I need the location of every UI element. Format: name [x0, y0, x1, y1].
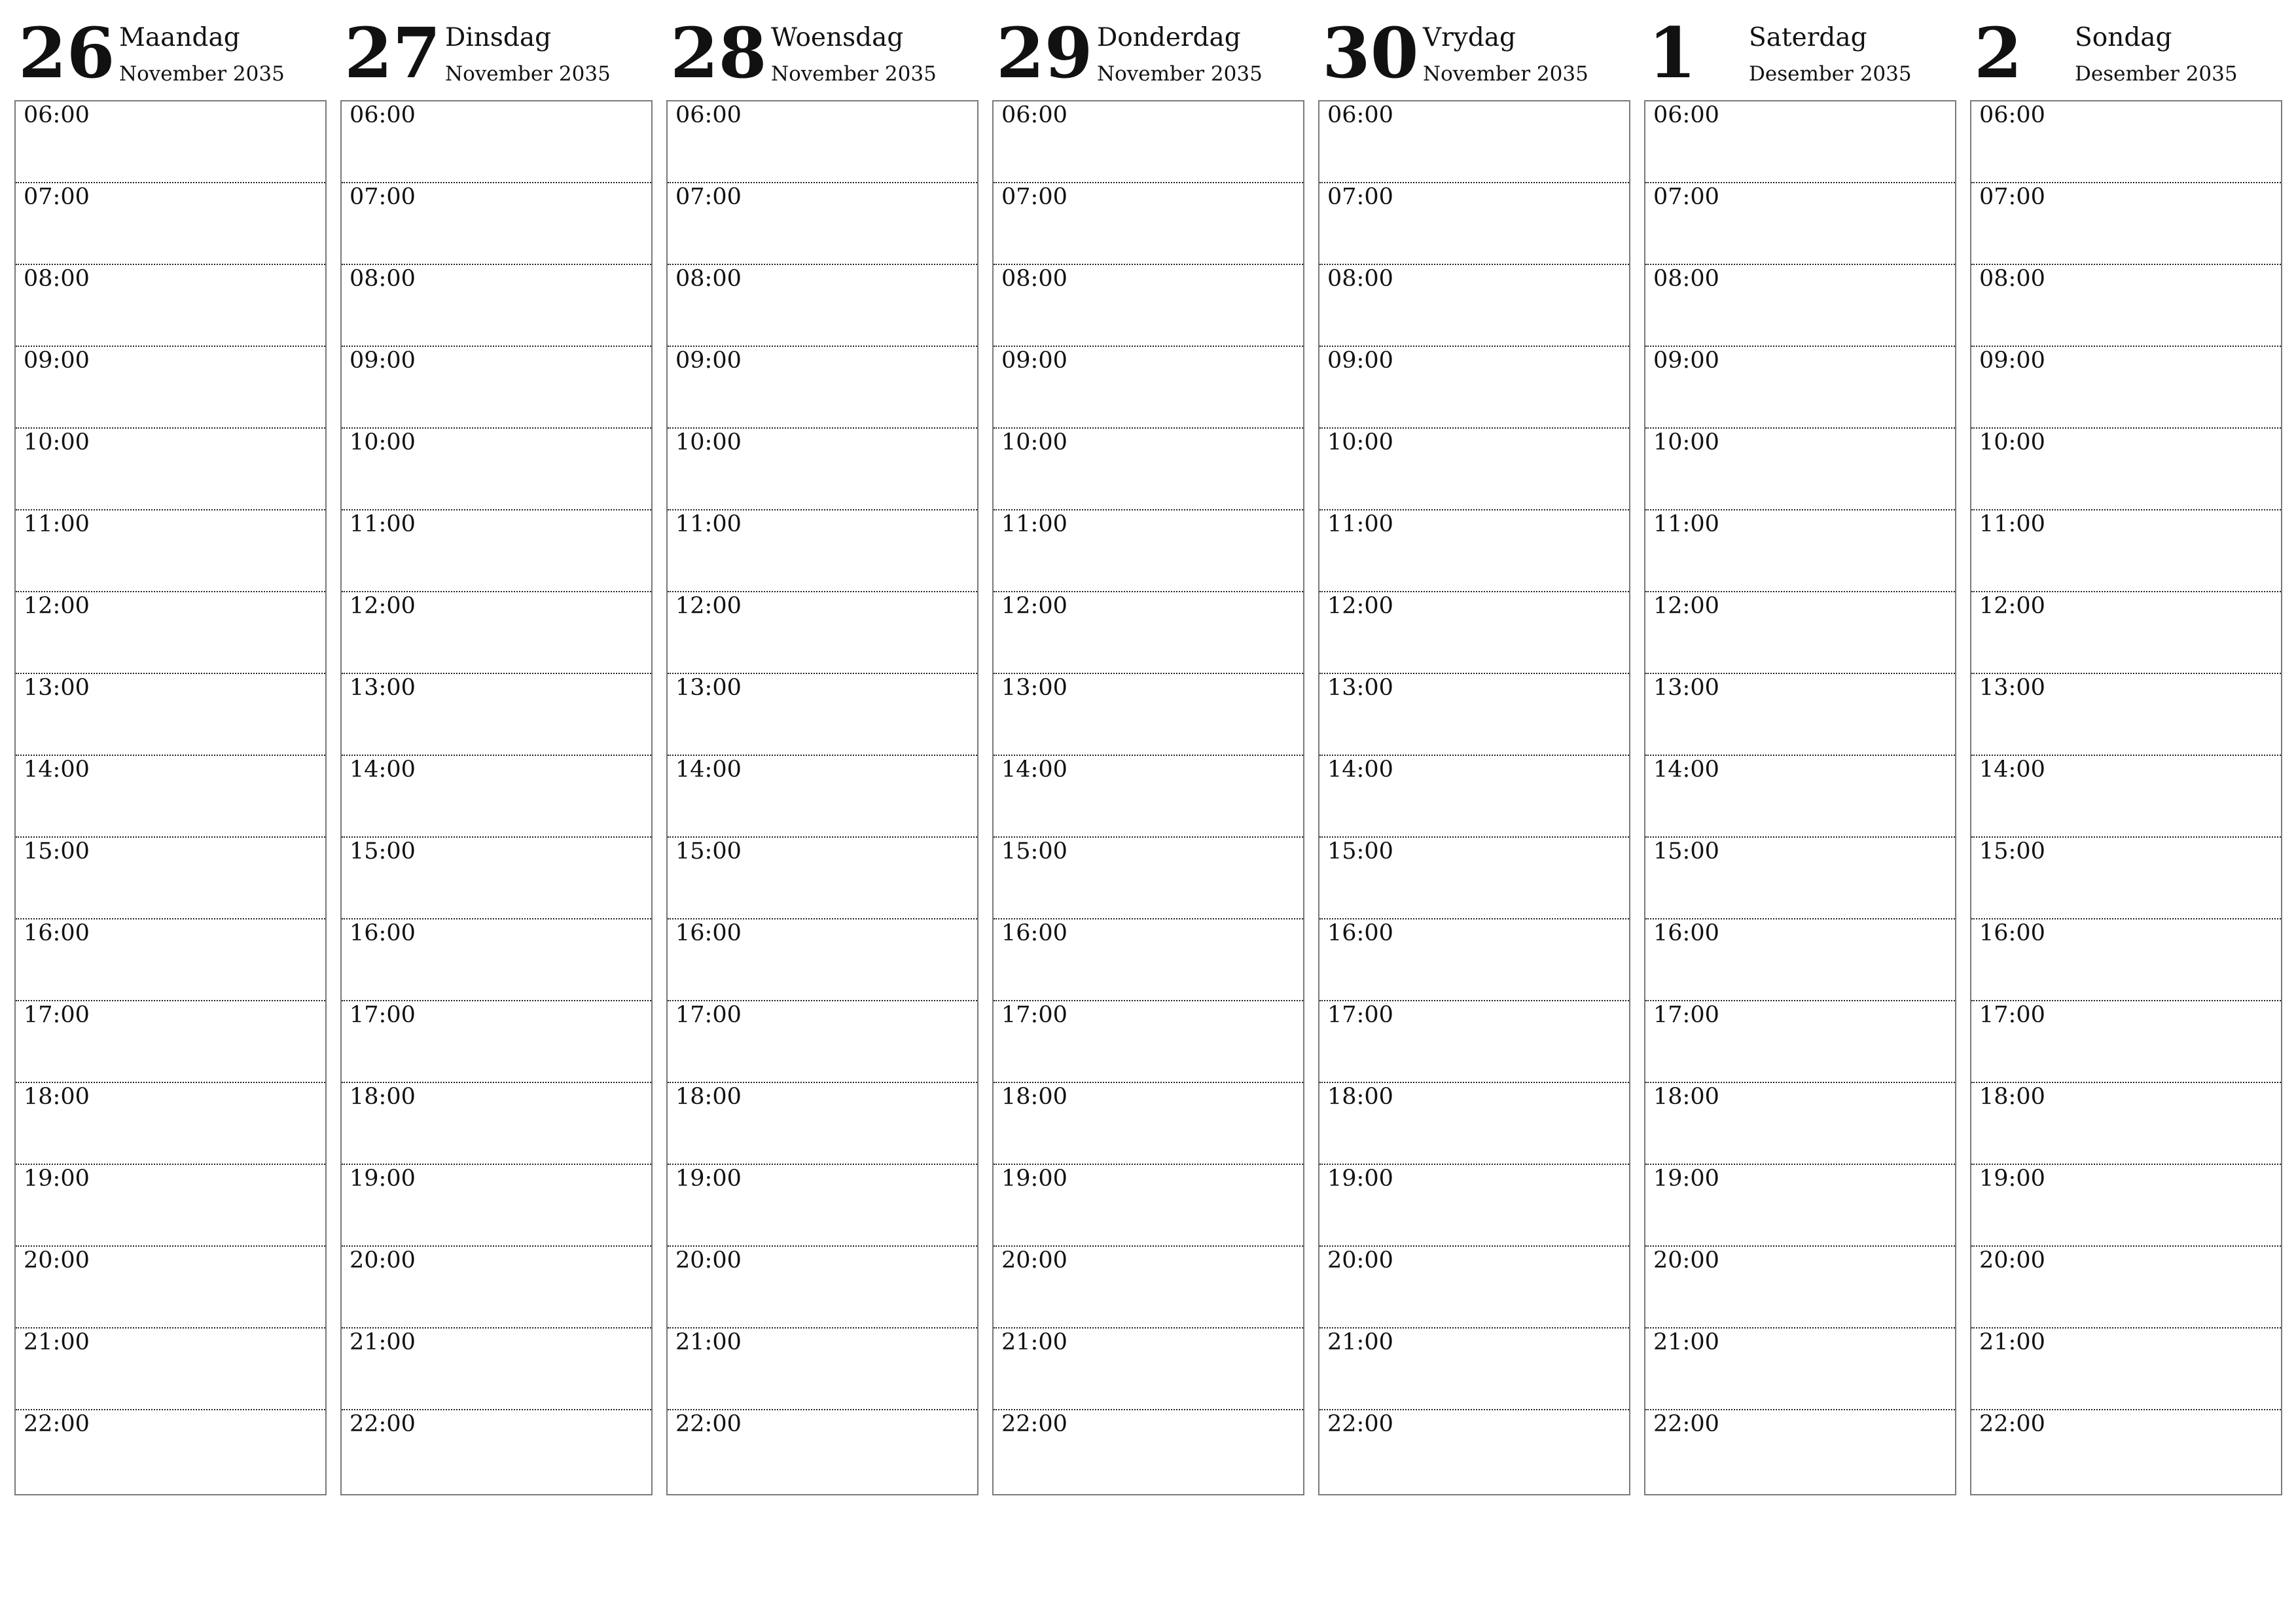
day-name: Donderdag	[1097, 23, 1241, 52]
time-slot[interactable]	[1319, 1165, 1629, 1247]
time-label: 06:00	[1001, 102, 1067, 128]
day-column	[1318, 0, 1630, 1437]
time-label: 07:00	[1001, 184, 1067, 210]
time-label: 17:00	[675, 1002, 742, 1028]
day-column	[14, 0, 327, 1437]
time-slot[interactable]	[994, 1410, 1303, 1492]
time-label: 10:00	[1327, 429, 1393, 455]
time-slot[interactable]	[994, 674, 1303, 756]
day-header	[340, 0, 653, 100]
time-slot[interactable]	[668, 1247, 977, 1329]
time-slot[interactable]	[342, 1001, 651, 1083]
day-column	[1970, 0, 2282, 1437]
time-label: 18:00	[350, 1084, 416, 1110]
day-column	[340, 0, 653, 1437]
time-slot-box	[1970, 100, 2282, 1495]
time-slot[interactable]	[1645, 919, 1955, 1001]
day-name: Sondag	[2075, 23, 2172, 52]
time-slot[interactable]	[1645, 674, 1955, 756]
time-slot[interactable]	[1971, 756, 2281, 838]
time-label: 15:00	[1653, 838, 1719, 865]
time-slot[interactable]	[994, 1083, 1303, 1165]
time-label: 19:00	[675, 1166, 742, 1192]
time-label: 21:00	[1979, 1329, 2045, 1355]
time-slot[interactable]	[1319, 429, 1629, 510]
month-year: November 2035	[445, 62, 611, 86]
time-label: 18:00	[1979, 1084, 2045, 1110]
time-slot[interactable]	[342, 592, 651, 674]
time-slot[interactable]	[1645, 1329, 1955, 1410]
time-label: 21:00	[1653, 1329, 1719, 1355]
time-slot[interactable]	[1971, 347, 2281, 429]
time-label: 13:00	[1327, 675, 1393, 701]
time-slot[interactable]	[342, 347, 651, 429]
time-label: 16:00	[675, 920, 742, 946]
time-label: 17:00	[1327, 1002, 1393, 1028]
time-slot[interactable]	[1645, 510, 1955, 592]
time-slot[interactable]	[1645, 101, 1955, 183]
day-number: 2	[1974, 12, 2022, 94]
time-slot[interactable]	[1319, 1247, 1629, 1329]
time-label: 11:00	[1979, 511, 2045, 537]
time-slot-box	[666, 100, 978, 1495]
time-slot[interactable]	[342, 1083, 651, 1165]
time-slot[interactable]	[668, 674, 977, 756]
time-label: 16:00	[350, 920, 416, 946]
time-slot[interactable]	[1971, 674, 2281, 756]
time-slot[interactable]	[1971, 265, 2281, 347]
time-slot-box	[1318, 100, 1630, 1495]
time-label: 08:00	[1979, 266, 2045, 292]
time-slot[interactable]	[1971, 183, 2281, 265]
time-label: 10:00	[675, 429, 742, 455]
time-label: 15:00	[1327, 838, 1393, 865]
time-label: 07:00	[350, 184, 416, 210]
time-slot[interactable]	[342, 1165, 651, 1247]
time-slot[interactable]	[994, 429, 1303, 510]
time-label: 09:00	[1979, 348, 2045, 374]
time-slot[interactable]	[668, 592, 977, 674]
time-label: 07:00	[675, 184, 742, 210]
time-slot[interactable]	[1971, 592, 2281, 674]
time-slot-box	[1644, 100, 1956, 1495]
time-label: 06:00	[675, 102, 742, 128]
time-slot[interactable]	[16, 101, 325, 183]
time-label: 15:00	[1979, 838, 2045, 865]
time-label: 08:00	[1001, 266, 1067, 292]
time-slot[interactable]	[16, 674, 325, 756]
day-header	[992, 0, 1304, 100]
time-slot-box	[992, 100, 1304, 1495]
time-slot[interactable]	[668, 510, 977, 592]
day-header	[1970, 0, 2282, 100]
time-label: 18:00	[1327, 1084, 1393, 1110]
time-label: 18:00	[24, 1084, 90, 1110]
day-header	[14, 0, 327, 100]
time-slot[interactable]	[1645, 1410, 1955, 1492]
time-slot[interactable]	[668, 919, 977, 1001]
time-slot[interactable]	[994, 265, 1303, 347]
time-slot[interactable]	[16, 1083, 325, 1165]
time-label: 09:00	[24, 348, 90, 374]
time-slot[interactable]	[668, 1001, 977, 1083]
day-number: 30	[1322, 12, 1419, 94]
time-slot[interactable]	[16, 347, 325, 429]
time-label: 20:00	[1653, 1247, 1719, 1274]
time-label: 21:00	[675, 1329, 742, 1355]
time-label: 17:00	[24, 1002, 90, 1028]
time-label: 14:00	[675, 757, 742, 783]
days-row	[14, 0, 2288, 1437]
time-slot[interactable]	[1319, 838, 1629, 919]
time-label: 08:00	[350, 266, 416, 292]
day-number: 1	[1648, 12, 1696, 94]
time-slot[interactable]	[16, 1001, 325, 1083]
time-slot[interactable]	[342, 1410, 651, 1492]
month-year: November 2035	[119, 62, 285, 86]
time-label: 14:00	[24, 757, 90, 783]
time-slot[interactable]	[1971, 1165, 2281, 1247]
time-slot[interactable]	[668, 1329, 977, 1410]
month-year: Desember 2035	[2075, 62, 2238, 86]
day-header	[1644, 0, 1956, 100]
time-label: 18:00	[675, 1084, 742, 1110]
time-slot[interactable]	[16, 1165, 325, 1247]
time-slot[interactable]	[1971, 510, 2281, 592]
time-label: 21:00	[1327, 1329, 1393, 1355]
time-slot-box	[340, 100, 653, 1495]
time-label: 09:00	[350, 348, 416, 374]
time-label: 16:00	[1327, 920, 1393, 946]
time-slot[interactable]	[994, 510, 1303, 592]
time-slot[interactable]	[1319, 592, 1629, 674]
time-label: 13:00	[675, 675, 742, 701]
time-label: 08:00	[1653, 266, 1719, 292]
time-label: 10:00	[1979, 429, 2045, 455]
time-label: 10:00	[1001, 429, 1067, 455]
day-name: Maandag	[119, 23, 240, 52]
time-slot[interactable]	[994, 183, 1303, 265]
time-label: 06:00	[1979, 102, 2045, 128]
time-label: 12:00	[1327, 593, 1393, 619]
time-label: 20:00	[1001, 1247, 1067, 1274]
time-slot[interactable]	[1645, 838, 1955, 919]
time-label: 19:00	[1979, 1166, 2045, 1192]
time-slot[interactable]	[1319, 347, 1629, 429]
time-slot[interactable]	[668, 1165, 977, 1247]
time-label: 08:00	[1327, 266, 1393, 292]
time-slot[interactable]	[1971, 1001, 2281, 1083]
time-label: 14:00	[1001, 757, 1067, 783]
day-name: Dinsdag	[445, 23, 552, 52]
time-label: 14:00	[1327, 757, 1393, 783]
time-label: 12:00	[1979, 593, 2045, 619]
time-slot[interactable]	[1645, 1247, 1955, 1329]
time-slot[interactable]	[342, 183, 651, 265]
time-label: 20:00	[350, 1247, 416, 1274]
time-label: 22:00	[1979, 1411, 2045, 1437]
time-slot[interactable]	[342, 429, 651, 510]
time-label: 22:00	[1327, 1411, 1393, 1437]
time-slot[interactable]	[994, 1165, 1303, 1247]
time-slot[interactable]	[994, 101, 1303, 183]
month-year: November 2035	[1423, 62, 1588, 86]
time-slot[interactable]	[994, 1001, 1303, 1083]
time-slot[interactable]	[994, 1329, 1303, 1410]
day-number: 26	[18, 12, 115, 94]
time-slot[interactable]	[994, 347, 1303, 429]
time-slot[interactable]	[994, 919, 1303, 1001]
time-label: 13:00	[1653, 675, 1719, 701]
time-label: 20:00	[1327, 1247, 1393, 1274]
time-label: 15:00	[675, 838, 742, 865]
time-label: 17:00	[1653, 1002, 1719, 1028]
time-label: 18:00	[1001, 1084, 1067, 1110]
day-column	[666, 0, 978, 1437]
time-label: 16:00	[24, 920, 90, 946]
time-label: 22:00	[24, 1411, 90, 1437]
time-label: 08:00	[675, 266, 742, 292]
time-label: 22:00	[675, 1411, 742, 1437]
time-slot[interactable]	[668, 756, 977, 838]
time-label: 19:00	[1327, 1166, 1393, 1192]
time-label: 08:00	[24, 266, 90, 292]
day-number: 28	[670, 12, 767, 94]
time-label: 16:00	[1979, 920, 2045, 946]
time-slot[interactable]	[1645, 756, 1955, 838]
time-slot[interactable]	[668, 838, 977, 919]
time-label: 07:00	[1979, 184, 2045, 210]
time-slot[interactable]	[668, 183, 977, 265]
time-label: 18:00	[1653, 1084, 1719, 1110]
day-number: 27	[344, 12, 441, 94]
time-slot[interactable]	[994, 592, 1303, 674]
month-year: Desember 2035	[1749, 62, 1912, 86]
time-slot[interactable]	[1971, 919, 2281, 1001]
time-label: 11:00	[350, 511, 416, 537]
time-label: 09:00	[1327, 348, 1393, 374]
day-column	[1644, 0, 1956, 1437]
time-label: 22:00	[1653, 1411, 1719, 1437]
time-slot[interactable]	[342, 1247, 651, 1329]
time-label: 20:00	[675, 1247, 742, 1274]
time-label: 17:00	[1001, 1002, 1067, 1028]
time-slot[interactable]	[16, 838, 325, 919]
day-name: Woensdag	[771, 23, 904, 52]
time-slot[interactable]	[994, 756, 1303, 838]
time-label: 13:00	[1979, 675, 2045, 701]
time-label: 19:00	[1001, 1166, 1067, 1192]
day-number: 29	[996, 12, 1093, 94]
time-label: 20:00	[24, 1247, 90, 1274]
time-slot[interactable]	[1319, 1329, 1629, 1410]
time-slot[interactable]	[16, 265, 325, 347]
time-slot[interactable]	[342, 1329, 651, 1410]
time-label: 10:00	[24, 429, 90, 455]
time-slot[interactable]	[1319, 674, 1629, 756]
time-slot[interactable]	[668, 1410, 977, 1492]
time-slot[interactable]	[1645, 1083, 1955, 1165]
day-name: Saterdag	[1749, 23, 1867, 52]
time-label: 22:00	[350, 1411, 416, 1437]
time-slot[interactable]	[342, 101, 651, 183]
time-slot[interactable]	[1971, 1329, 2281, 1410]
time-label: 06:00	[24, 102, 90, 128]
time-label: 21:00	[24, 1329, 90, 1355]
time-slot[interactable]	[1971, 1410, 2281, 1492]
time-label: 12:00	[350, 593, 416, 619]
time-slot[interactable]	[1319, 919, 1629, 1001]
time-label: 07:00	[24, 184, 90, 210]
time-label: 20:00	[1979, 1247, 2045, 1274]
time-slot[interactable]	[1645, 183, 1955, 265]
time-slot[interactable]	[1645, 265, 1955, 347]
time-slot[interactable]	[16, 756, 325, 838]
time-label: 14:00	[350, 757, 416, 783]
time-label: 10:00	[1653, 429, 1719, 455]
time-slot[interactable]	[1319, 1001, 1629, 1083]
time-slot[interactable]	[1971, 429, 2281, 510]
time-label: 13:00	[1001, 675, 1067, 701]
time-label: 19:00	[24, 1166, 90, 1192]
time-label: 12:00	[675, 593, 742, 619]
time-slot[interactable]	[1971, 838, 2281, 919]
time-slot[interactable]	[668, 1083, 977, 1165]
time-slot[interactable]	[994, 838, 1303, 919]
time-slot[interactable]	[16, 183, 325, 265]
time-slot[interactable]	[1319, 1083, 1629, 1165]
time-label: 22:00	[1001, 1411, 1067, 1437]
month-year: November 2035	[771, 62, 937, 86]
time-slot[interactable]	[668, 347, 977, 429]
time-slot[interactable]	[1319, 510, 1629, 592]
time-label: 11:00	[1653, 511, 1719, 537]
time-label: 14:00	[1653, 757, 1719, 783]
time-slot[interactable]	[1645, 429, 1955, 510]
time-label: 07:00	[1327, 184, 1393, 210]
time-label: 15:00	[24, 838, 90, 865]
time-slot[interactable]	[668, 429, 977, 510]
time-label: 09:00	[675, 348, 742, 374]
time-label: 09:00	[1001, 348, 1067, 374]
day-column	[992, 0, 1304, 1437]
time-label: 06:00	[350, 102, 416, 128]
time-slot[interactable]	[1645, 347, 1955, 429]
time-label: 15:00	[350, 838, 416, 865]
time-label: 10:00	[350, 429, 416, 455]
time-label: 11:00	[24, 511, 90, 537]
time-slot[interactable]	[16, 429, 325, 510]
time-slot[interactable]	[1319, 183, 1629, 265]
day-header	[1318, 0, 1630, 100]
time-slot[interactable]	[342, 674, 651, 756]
time-slot[interactable]	[1319, 756, 1629, 838]
time-slot[interactable]	[668, 265, 977, 347]
time-label: 13:00	[350, 675, 416, 701]
time-label: 15:00	[1001, 838, 1067, 865]
time-slot[interactable]	[1645, 1165, 1955, 1247]
time-label: 17:00	[1979, 1002, 2045, 1028]
time-label: 12:00	[1653, 593, 1719, 619]
time-label: 12:00	[1001, 593, 1067, 619]
time-slot[interactable]	[342, 838, 651, 919]
time-slot[interactable]	[1971, 1247, 2281, 1329]
time-label: 11:00	[675, 511, 742, 537]
time-slot[interactable]	[16, 1410, 325, 1492]
time-slot[interactable]	[994, 1247, 1303, 1329]
time-label: 11:00	[1327, 511, 1393, 537]
time-slot[interactable]	[16, 510, 325, 592]
time-label: 12:00	[24, 593, 90, 619]
time-label: 21:00	[350, 1329, 416, 1355]
time-slot[interactable]	[16, 919, 325, 1001]
time-label: 16:00	[1001, 920, 1067, 946]
time-label: 11:00	[1001, 511, 1067, 537]
time-slot[interactable]	[1319, 101, 1629, 183]
time-slot-box	[14, 100, 327, 1495]
time-label: 21:00	[1001, 1329, 1067, 1355]
time-label: 06:00	[1327, 102, 1393, 128]
time-slot[interactable]	[16, 592, 325, 674]
day-name: Vrydag	[1423, 23, 1516, 52]
time-slot[interactable]	[1971, 1083, 2281, 1165]
time-slot[interactable]	[342, 510, 651, 592]
time-label: 09:00	[1653, 348, 1719, 374]
time-slot[interactable]	[16, 1247, 325, 1329]
time-slot[interactable]	[1319, 1410, 1629, 1492]
time-slot[interactable]	[16, 1329, 325, 1410]
time-slot[interactable]	[1971, 101, 2281, 183]
time-slot[interactable]	[1645, 1001, 1955, 1083]
time-label: 19:00	[1653, 1166, 1719, 1192]
time-label: 16:00	[1653, 920, 1719, 946]
time-slot[interactable]	[342, 919, 651, 1001]
time-slot[interactable]	[1645, 592, 1955, 674]
time-slot[interactable]	[342, 265, 651, 347]
time-label: 06:00	[1653, 102, 1719, 128]
time-slot[interactable]	[668, 101, 977, 183]
time-label: 14:00	[1979, 757, 2045, 783]
time-slot[interactable]	[1319, 265, 1629, 347]
time-label: 19:00	[350, 1166, 416, 1192]
time-label: 17:00	[350, 1002, 416, 1028]
time-slot[interactable]	[342, 756, 651, 838]
time-label: 07:00	[1653, 184, 1719, 210]
day-header	[666, 0, 978, 100]
time-label: 13:00	[24, 675, 90, 701]
month-year: November 2035	[1097, 62, 1263, 86]
